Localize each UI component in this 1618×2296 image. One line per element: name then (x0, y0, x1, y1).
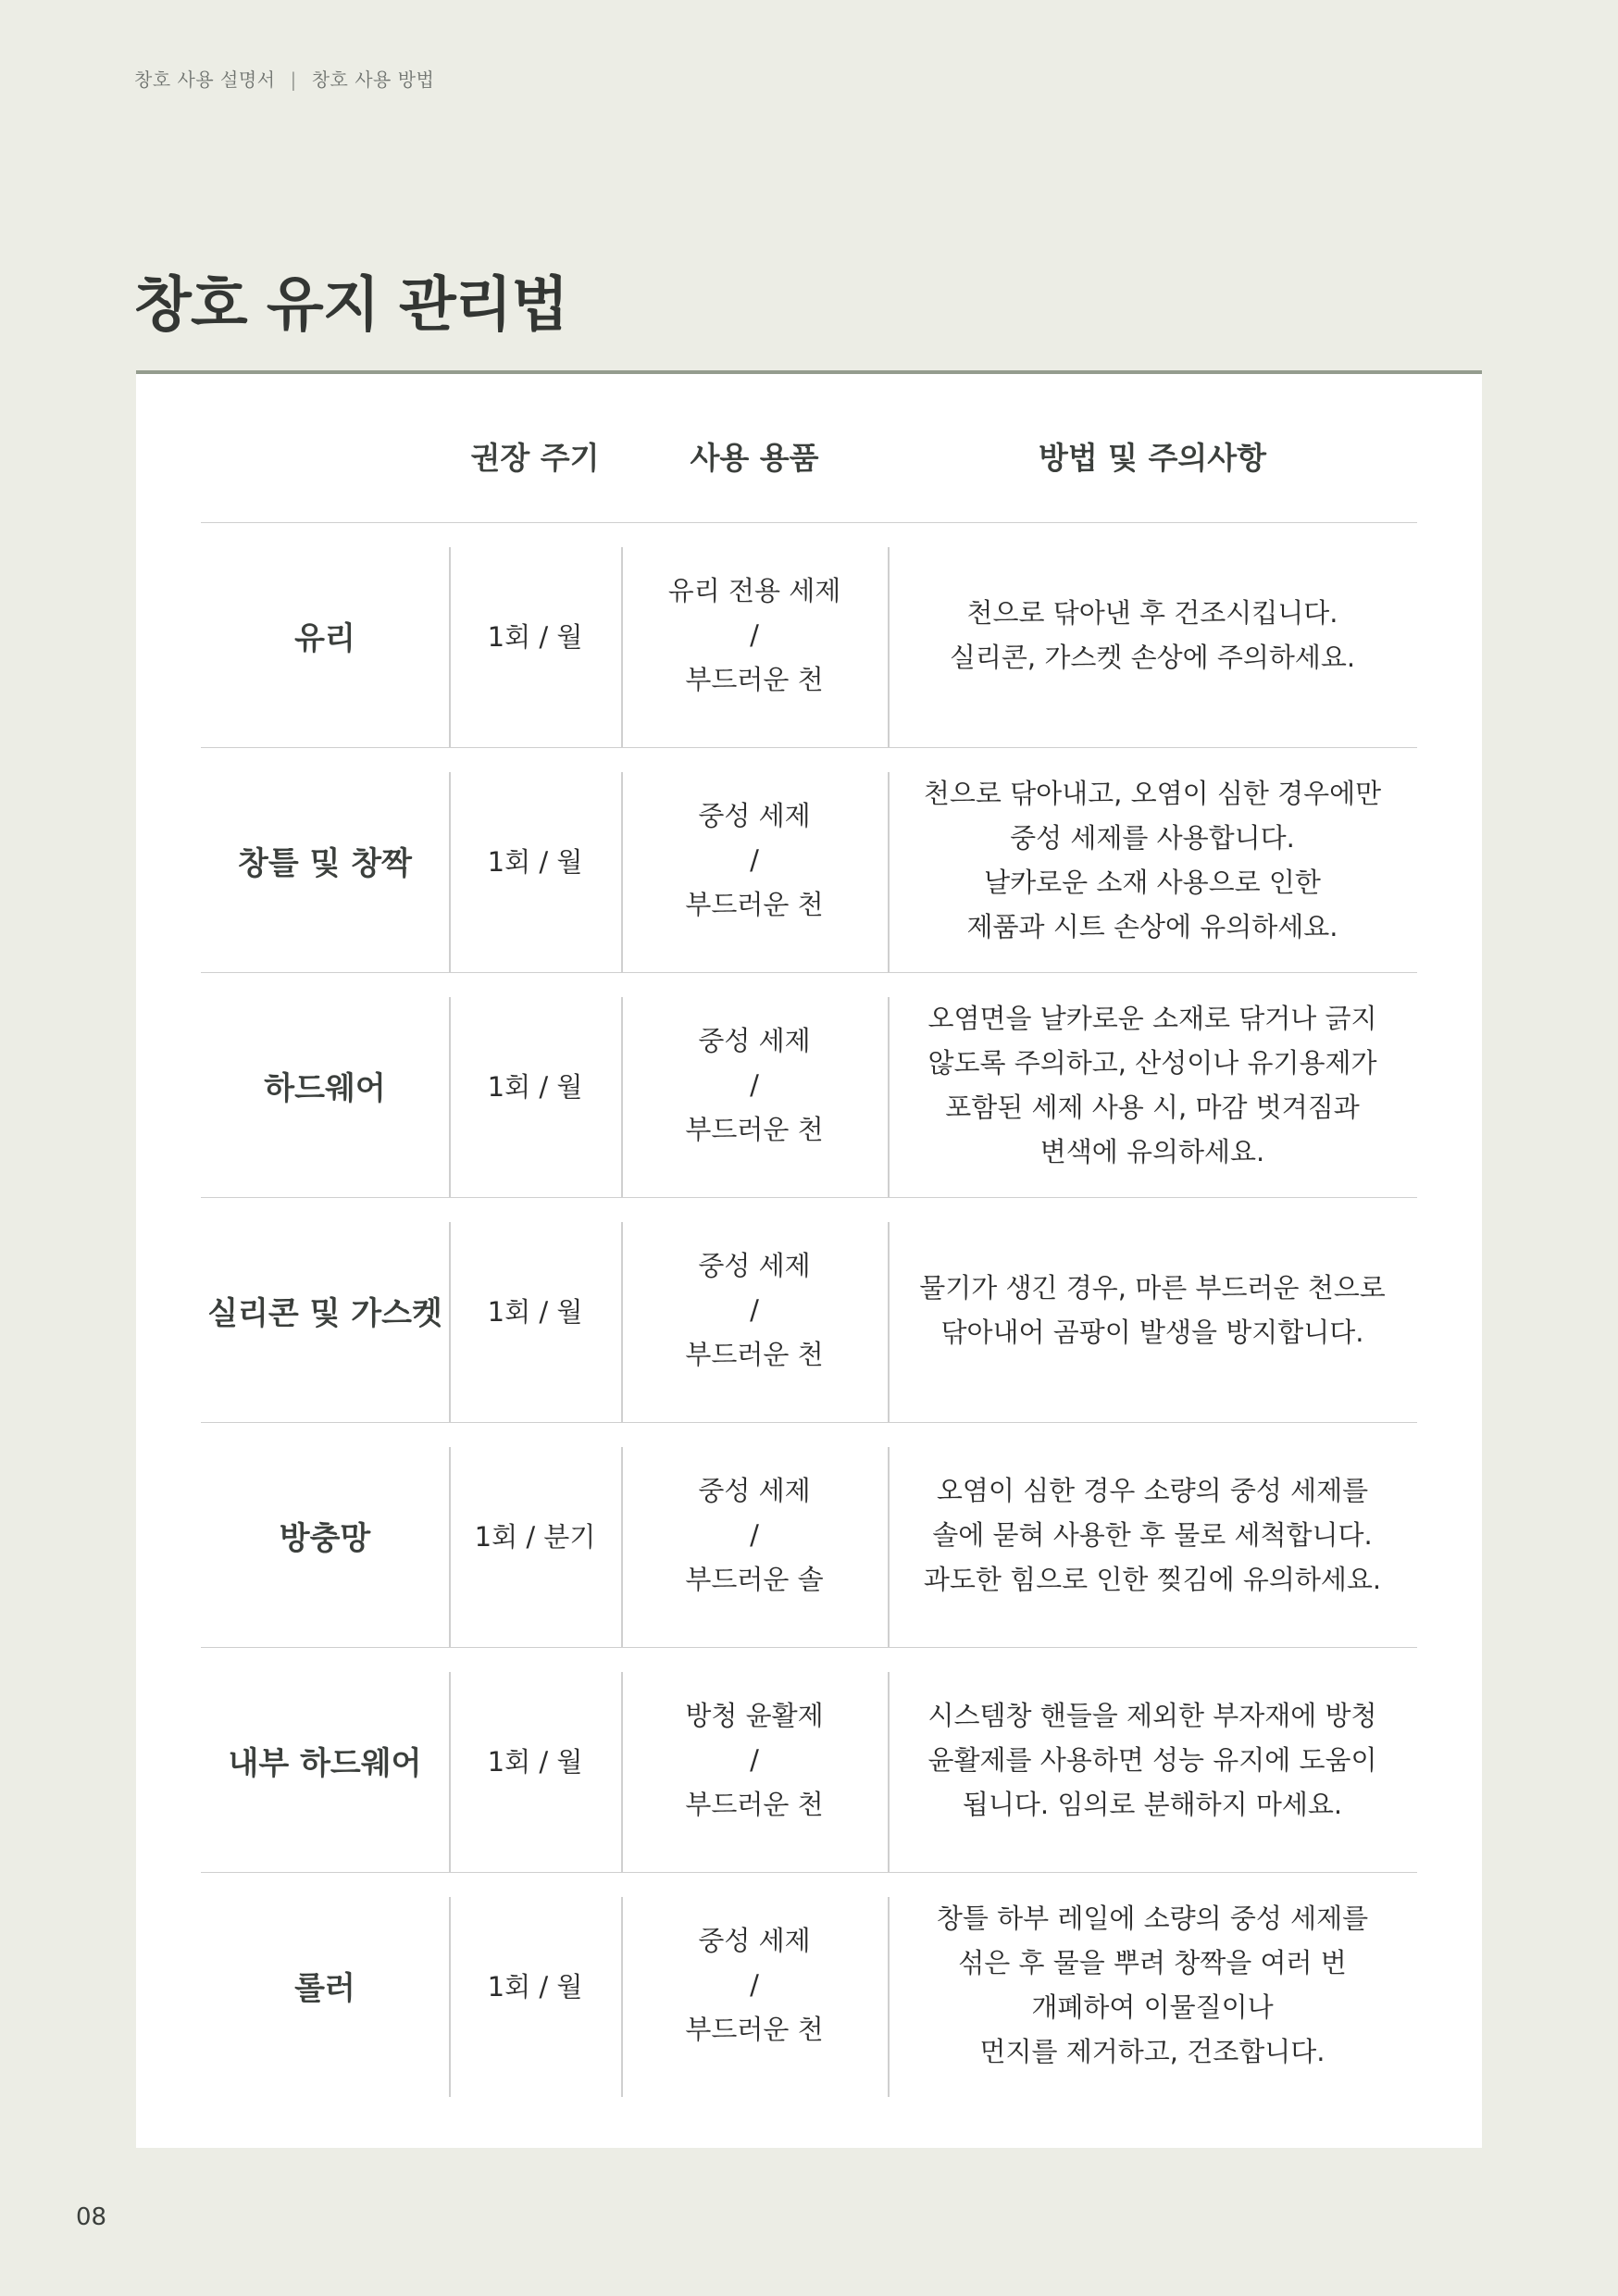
supplies (621, 748, 888, 972)
maintenance-table (201, 374, 1417, 2097)
recommended-cycle: 1회 / 분기 (474, 1520, 596, 1553)
table-body (201, 523, 1417, 2097)
table-row (201, 1423, 1417, 1648)
table-row (201, 1198, 1417, 1423)
recommended-cycle: 1회 / 월 (487, 1970, 583, 2003)
breadcrumb-section-name: 창호 사용 방법 (311, 69, 435, 91)
supplies (621, 1873, 888, 2097)
supply-primary: 중성 세제 (698, 1025, 811, 1056)
supply-secondary: 부드러운 솔 (685, 1564, 824, 1595)
maintenance-table-card (136, 374, 1482, 2148)
table-row (201, 973, 1417, 1198)
supply-separator: / (750, 1519, 759, 1551)
supply-primary: 유리 전용 세제 (667, 575, 841, 606)
supplies (621, 1198, 888, 1422)
supply-secondary: 부드러운 천 (685, 1789, 824, 1820)
item-name: 하드웨어 (264, 1069, 386, 1107)
recommended-cycle: 1회 / 월 (487, 1070, 583, 1103)
table-row (201, 1873, 1417, 2097)
item-name: 유리 (294, 619, 355, 657)
supply-secondary: 부드러운 천 (685, 889, 824, 920)
supply-primary: 중성 세제 (698, 800, 811, 831)
item-name: 내부 하드웨어 (228, 1744, 422, 1782)
recommended-cycle: 1회 / 월 (487, 845, 583, 878)
page-title: 창호 유지 관리법 (134, 271, 568, 340)
method-notes: 천으로 닦아낸 후 건조시킵니다. 실리콘, 가스켓 손상에 주의하세요. (949, 597, 1356, 673)
supply-secondary: 부드러운 천 (685, 2014, 824, 2045)
method-notes: 시스템창 핸들을 제외한 부자재에 방청 윤활제를 사용하면 성능 유지에 도움이 됩니다. 임의로 분해하지 마세요. (927, 1700, 1377, 1820)
item-name: 롤러 (294, 1969, 355, 2007)
supply-separator: / (750, 619, 759, 651)
breadcrumb-separator: | (290, 69, 297, 91)
supply-primary: 방청 윤활제 (685, 1700, 824, 1731)
header-cycle: 권장 주기 (470, 440, 600, 476)
breadcrumb-doc-name: 창호 사용 설명서 (134, 69, 276, 91)
supplies (621, 1648, 888, 1872)
method-notes: 창틀 하부 레일에 소량의 중성 세제를 섞은 후 물을 뿌려 창짝을 여러 번 개폐하여 이물질이나 먼지를 제거하고, 건조합니다. (936, 1903, 1369, 2067)
supply-separator: / (750, 1969, 759, 2001)
table-row (201, 523, 1417, 748)
supply-secondary: 부드러운 천 (685, 664, 824, 695)
table-row (201, 748, 1417, 973)
supply-primary: 중성 세제 (698, 1925, 811, 1956)
method-notes: 오염면을 날카로운 소재로 닦거나 긁지 않도록 주의하고, 산성이나 유기용제가 포함된 세제 사용 시, 마감 벗겨짐과 변색에 유의하세요. (927, 1003, 1377, 1167)
supply-separator: / (750, 1294, 759, 1326)
supplies (621, 523, 888, 747)
table-row (201, 1648, 1417, 1873)
item-name: 방충망 (279, 1519, 371, 1557)
recommended-cycle: 1회 / 월 (487, 620, 583, 653)
recommended-cycle: 1회 / 월 (487, 1745, 583, 1778)
supply-secondary: 부드러운 천 (685, 1339, 824, 1370)
supplies (621, 1423, 888, 1647)
method-notes: 오염이 심한 경우 소량의 중성 세제를 솔에 묻혀 사용한 후 물로 세척합니다. 과도한 힘으로 인한 찢김에 유의하세요. (923, 1475, 1382, 1595)
supply-separator: / (750, 1744, 759, 1776)
page-number: 08 (76, 2203, 107, 2231)
table-header-row (201, 374, 1417, 523)
header-supply: 사용 용품 (690, 440, 819, 476)
header-method: 방법 및 주의사항 (1038, 440, 1267, 476)
method-notes: 천으로 닦아내고, 오염이 심한 경우에만 중성 세제를 사용합니다. 날카로운 소재 사용으로 인한 제품과 시트 손상에 유의하세요. (923, 778, 1382, 942)
supply-secondary: 부드러운 천 (685, 1114, 824, 1145)
item-name: 창틀 및 창짝 (238, 844, 412, 882)
method-notes: 물기가 생긴 경우, 마른 부드러운 천으로 닦아내어 곰팡이 발생을 방지합니다. (919, 1272, 1386, 1348)
supply-primary: 중성 세제 (698, 1250, 811, 1281)
breadcrumb (134, 65, 434, 92)
supply-separator: / (750, 1069, 759, 1101)
recommended-cycle: 1회 / 월 (487, 1295, 583, 1328)
supply-separator: / (750, 844, 759, 876)
supply-primary: 중성 세제 (698, 1475, 811, 1506)
supplies (621, 973, 888, 1197)
item-name: 실리콘 및 가스켓 (207, 1294, 442, 1332)
